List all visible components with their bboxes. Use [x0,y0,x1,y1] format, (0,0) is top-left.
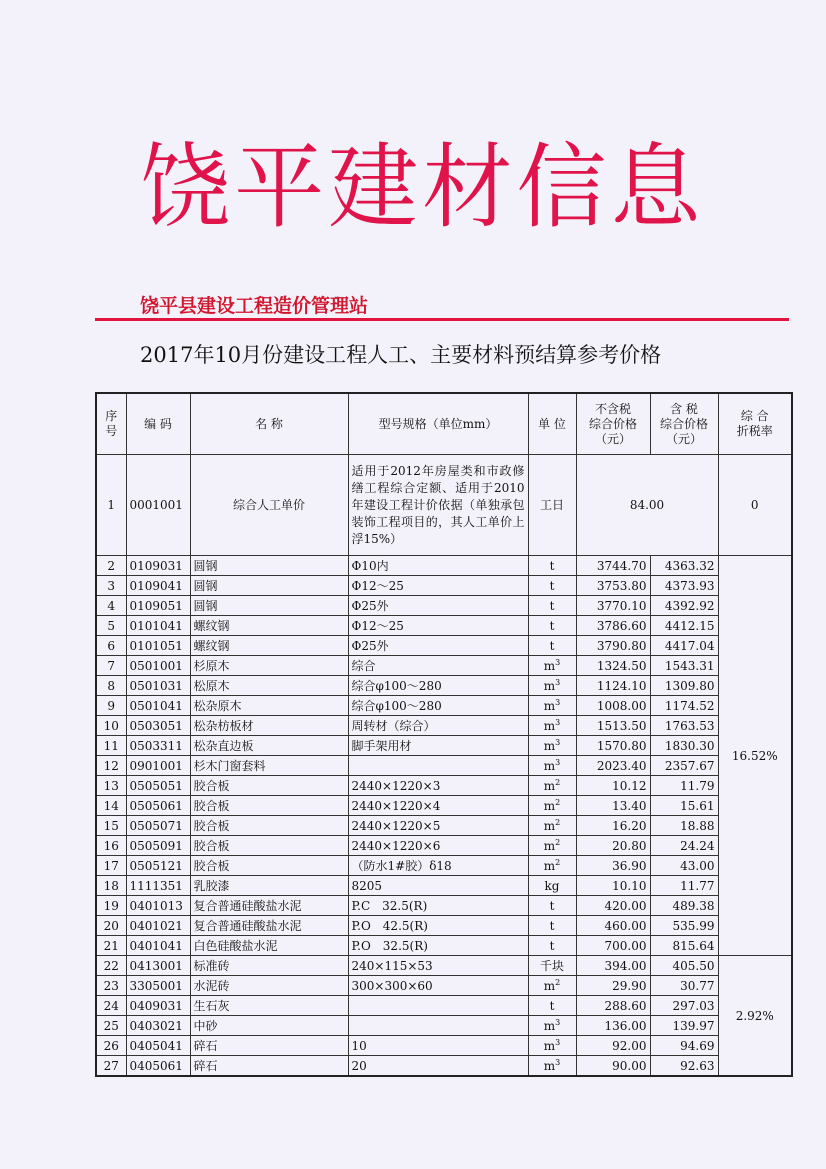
cell-code: 0101051 [126,636,190,656]
cell-code: 0401013 [126,896,190,916]
cell-price-inc-tax: 11.79 [650,776,718,796]
table-header-row [96,393,792,455]
cell-price-inc-tax: 24.24 [650,836,718,856]
unit-superscript: 3 [555,1057,561,1067]
cell-seq: 6 [96,636,126,656]
cell-price-inc-tax: 2357.67 [650,756,718,776]
cell-seq: 22 [96,956,126,976]
cell-price-ex-tax: 1513.50 [576,716,650,736]
cell-unit: t [528,596,576,616]
cell-code: 0501041 [126,696,190,716]
cell-unit: $m^3$ [528,736,576,756]
cell-unit: t [528,896,576,916]
header-seq: 序号 [96,393,126,455]
table-row [96,636,792,656]
cell-seq: 13 [96,776,126,796]
cell-name: 松原木 [190,676,348,696]
cell-seq: 16 [96,836,126,856]
cell-unit: $m^2$ [528,796,576,816]
cell-name: 胶合板 [190,856,348,876]
unit-superscript: 3 [555,737,561,747]
cell-price-inc-tax: 4392.92 [650,596,718,616]
cell-spec: 2440×1220×4 [348,796,528,816]
cell-seq: 15 [96,816,126,836]
cell-price-inc-tax: 1174.52 [650,696,718,716]
cell-code: 0413001 [126,956,190,976]
cell-code: 0001001 [126,455,190,556]
header-price-ex-tax-line3: （元） [594,431,631,446]
cell-code: 0505121 [126,856,190,876]
table-row [96,1036,792,1056]
cell-name: 胶合板 [190,776,348,796]
cell-price-ex-tax: 3753.80 [576,576,650,596]
header-price-inc-tax-line2: 综合价格 [659,416,708,431]
cell-price-ex-tax: 3770.10 [576,596,650,616]
cell-spec: 2440×1220×3 [348,776,528,796]
table-row [96,736,792,756]
cell-spec [348,1016,528,1036]
cell-price-ex-tax: 136.00 [576,1016,650,1036]
table-row [96,1016,792,1036]
cell-code: 0505091 [126,836,190,856]
cell-price-ex-tax: 1124.10 [576,676,650,696]
cell-unit: $m^3$ [528,696,576,716]
cell-group-rate: 2.92% [718,956,792,1077]
cell-spec: 适用于2012年房屋类和市政修缮工程综合定额、适用于2010年建设工程计价依据（单独承包装饰工程项目的，其人工单价上浮15%） [348,455,528,556]
cell-price-ex-tax: 36.90 [576,856,650,876]
unit-superscript: 3 [555,717,561,727]
cell-name: 综合人工单价 [190,455,348,556]
cell-price-ex-tax: 460.00 [576,916,650,936]
cell-price-inc-tax: 11.77 [650,876,718,896]
cell-spec: P.O 42.5(R) [348,916,528,936]
cell-spec: P.C 32.5(R) [348,896,528,916]
cell-unit: t [528,936,576,956]
cell-price-ex-tax: 3786.60 [576,616,650,636]
cell-unit: $m^3$ [528,756,576,776]
cell-price-ex-tax: 3790.80 [576,636,650,656]
cell-price-ex-tax: 1008.00 [576,696,650,716]
cell-seq: 5 [96,616,126,636]
header-price-inc-tax [650,393,718,455]
cell-spec: 300×300×60 [348,976,528,996]
cell-code: 1111351 [126,876,190,896]
unit-superscript: 3 [555,697,561,707]
cell-code: 0401021 [126,916,190,936]
cell-spec: 脚手架用材 [348,736,528,756]
cell-price-ex-tax: 29.90 [576,976,650,996]
price-table [95,392,793,1077]
header-price-ex-tax [576,393,650,455]
cell-price-ex-tax: 90.00 [576,1056,650,1077]
cell-spec: 综合φ100～280 [348,676,528,696]
cell-price-inc-tax: 30.77 [650,976,718,996]
cell-code: 0501001 [126,656,190,676]
cell-name: 复合普通硅酸盐水泥 [190,896,348,916]
cell-price-ex-tax: 1570.80 [576,736,650,756]
cell-unit: $m^3$ [528,1056,576,1077]
cell-seq: 2 [96,556,126,576]
cell-code: 0501031 [126,676,190,696]
cell-spec: Φ12～25 [348,576,528,596]
cell-spec: 周转材（综合） [348,716,528,736]
cell-price-ex-tax: 420.00 [576,896,650,916]
cell-unit: t [528,616,576,636]
cell-price-inc-tax: 405.50 [650,956,718,976]
unit-superscript: 2 [555,837,561,847]
cell-name: 胶合板 [190,816,348,836]
cell-name: 胶合板 [190,796,348,816]
cell-code: 0405061 [126,1056,190,1077]
cell-name: 杉原木 [190,656,348,676]
cell-unit: t [528,636,576,656]
cell-code: 0505071 [126,816,190,836]
cell-seq: 23 [96,976,126,996]
cell-spec: Φ12～25 [348,616,528,636]
cell-price-inc-tax: 1830.30 [650,736,718,756]
table-row [96,916,792,936]
cell-name: 生石灰 [190,996,348,1016]
cell-price-inc-tax: 92.63 [650,1056,718,1077]
table-row [96,1056,792,1077]
cell-price-ex-tax: 92.00 [576,1036,650,1056]
cell-name: 胶合板 [190,836,348,856]
header-unit: 单 位 [528,393,576,455]
table-row [96,556,792,576]
cell-seq: 21 [96,936,126,956]
cell-unit: $m^2$ [528,776,576,796]
table-row [96,896,792,916]
cell-code: 0109051 [126,596,190,616]
cell-unit: 工日 [528,455,576,556]
cell-price-inc-tax: 139.97 [650,1016,718,1036]
cell-code: 0901001 [126,756,190,776]
cell-code: 0101041 [126,616,190,636]
cell-name: 中砂 [190,1016,348,1036]
cell-unit: $m^2$ [528,976,576,996]
cell-price-inc-tax: 1309.80 [650,676,718,696]
cell-price-inc-tax: 489.38 [650,896,718,916]
table-row [96,936,792,956]
cell-price-inc-tax: 4373.93 [650,576,718,596]
cell-spec: 综合 [348,656,528,676]
cell-name: 圆钢 [190,556,348,576]
cell-price-ex-tax: 3744.70 [576,556,650,576]
cell-seq: 9 [96,696,126,716]
cell-price-ex-tax: 10.12 [576,776,650,796]
cell-price-inc-tax: 43.00 [650,856,718,876]
cell-price-ex-tax: 394.00 [576,956,650,976]
cell-unit: $m^3$ [528,716,576,736]
cell-price-ex-tax: 10.10 [576,876,650,896]
cell-spec: 20 [348,1056,528,1077]
unit-superscript: 3 [555,1017,561,1027]
unit-superscript: 3 [555,657,561,667]
table-row [96,696,792,716]
cell-name: 圆钢 [190,596,348,616]
cell-seq: 24 [96,996,126,1016]
cell-seq: 19 [96,896,126,916]
table-row [96,616,792,636]
cell-spec: P.O 32.5(R) [348,936,528,956]
cell-unit: $m^3$ [528,1036,576,1056]
cell-seq: 25 [96,1016,126,1036]
cell-seq: 8 [96,676,126,696]
unit-superscript: 3 [555,1037,561,1047]
table-row [96,876,792,896]
cell-unit: $m^3$ [528,656,576,676]
organization-name: 饶平县建设工程造价管理站 [140,295,369,317]
cell-price-ex-tax: 288.60 [576,996,650,1016]
header-price-ex-tax-line1: 不含税 [594,401,631,416]
table-row [96,816,792,836]
cell-spec: 10 [348,1036,528,1056]
cell-price-inc-tax: 15.61 [650,796,718,816]
cell-code: 0505051 [126,776,190,796]
cell-name: 乳胶漆 [190,876,348,896]
table-row [96,956,792,976]
cell-spec [348,756,528,776]
cell-price-inc-tax: 815.64 [650,936,718,956]
cell-seq: 12 [96,756,126,776]
cell-seq: 26 [96,1036,126,1056]
table-row [96,716,792,736]
cell-seq: 3 [96,576,126,596]
cell-code: 0109041 [126,576,190,596]
cell-spec: 8205 [348,876,528,896]
cell-spec: （防水1#胶）δ18 [348,856,528,876]
cell-unit: kg [528,876,576,896]
cell-name: 松杂原木 [190,696,348,716]
unit-superscript: 2 [555,797,561,807]
header-spec: 型号规格（单位mm） [348,393,528,455]
cell-price-inc-tax: 297.03 [650,996,718,1016]
cell-price-ex-tax: 2023.40 [576,756,650,776]
cell-unit: t [528,576,576,596]
cell-unit: t [528,556,576,576]
cell-name: 碎石 [190,1056,348,1077]
header-name: 名 称 [190,393,348,455]
cell-spec: 2440×1220×6 [348,836,528,856]
cell-unit: $m^3$ [528,1016,576,1036]
cell-name: 螺纹钢 [190,636,348,656]
cell-name: 松杂枋板材 [190,716,348,736]
unit-superscript: 2 [555,817,561,827]
table-row [96,756,792,776]
header-price-inc-tax-line3: （元） [665,431,702,446]
cell-spec [348,996,528,1016]
cell-price-inc-tax: 4417.04 [650,636,718,656]
table-row [96,676,792,696]
cell-unit: $m^2$ [528,816,576,836]
cell-price-ex-tax: 1324.50 [576,656,650,676]
table-row [96,656,792,676]
cell-price-merged: 84.00 [576,455,718,556]
cell-name: 标准砖 [190,956,348,976]
unit-superscript: 2 [555,857,561,867]
cell-spec: 240×115×53 [348,956,528,976]
cell-code: 0409031 [126,996,190,1016]
cell-name: 碎石 [190,1036,348,1056]
cell-price-ex-tax: 13.40 [576,796,650,816]
cell-code: 0401041 [126,936,190,956]
cell-seq: 7 [96,656,126,676]
cell-unit: t [528,996,576,1016]
cell-seq: 20 [96,916,126,936]
table-row [96,596,792,616]
table-row-labor [96,455,792,556]
cell-unit: 千块 [528,956,576,976]
cell-spec: 2440×1220×5 [348,816,528,836]
header-rate-line2: 折税率 [736,424,773,438]
table-row [96,856,792,876]
cell-price-inc-tax: 535.99 [650,916,718,936]
cell-seq: 27 [96,1056,126,1077]
cell-name: 螺纹钢 [190,616,348,636]
masthead-title: 饶平建材信息 [140,134,705,241]
cell-code: 0503051 [126,716,190,736]
table-row [96,776,792,796]
cell-code: 3305001 [126,976,190,996]
table-row [96,576,792,596]
cell-price-inc-tax: 18.88 [650,816,718,836]
cell-name: 圆钢 [190,576,348,596]
cell-group-rate: 16.52% [718,556,792,956]
cell-name: 松杂直边板 [190,736,348,756]
header-price-ex-tax-line2: 综合价格 [588,416,637,431]
cell-price-inc-tax: 4363.32 [650,556,718,576]
cell-price-ex-tax: 20.80 [576,836,650,856]
table-row [96,796,792,816]
cell-name: 白色硅酸盐水泥 [190,936,348,956]
cell-seq: 18 [96,876,126,896]
cell-price-inc-tax: 4412.15 [650,616,718,636]
cell-spec: Φ25外 [348,636,528,656]
cell-code: 0405041 [126,1036,190,1056]
cell-price-inc-tax: 94.69 [650,1036,718,1056]
cell-rate: 0 [718,455,792,556]
header-rate [718,393,792,455]
cell-name: 复合普通硅酸盐水泥 [190,916,348,936]
cell-unit: $m^3$ [528,676,576,696]
cell-price-inc-tax: 1763.53 [650,716,718,736]
unit-superscript: 2 [555,977,561,987]
header-price-inc-tax-line1: 含 税 [670,401,698,416]
cell-price-inc-tax: 1543.31 [650,656,718,676]
cell-spec: 综合φ100～280 [348,696,528,716]
table-row [96,976,792,996]
cell-code: 0505061 [126,796,190,816]
header-rate-line1: 综 合 [740,409,769,423]
cell-spec: Φ25外 [348,596,528,616]
cell-seq: 14 [96,796,126,816]
cell-name: 水泥砖 [190,976,348,996]
cell-price-ex-tax: 700.00 [576,936,650,956]
cell-seq: 10 [96,716,126,736]
header-code: 编 码 [126,393,190,455]
cell-code: 0503311 [126,736,190,756]
cell-seq: 1 [96,455,126,556]
cell-code: 0403021 [126,1016,190,1036]
header-rule [95,318,789,321]
cell-seq: 17 [96,856,126,876]
cell-unit: $m^2$ [528,856,576,876]
cell-seq: 4 [96,596,126,616]
unit-superscript: 3 [555,757,561,767]
cell-unit: $m^2$ [528,836,576,856]
cell-price-ex-tax: 16.20 [576,816,650,836]
unit-superscript: 3 [555,677,561,687]
cell-seq: 11 [96,736,126,756]
cell-code: 0109031 [126,556,190,576]
table-row [96,836,792,856]
cell-name: 杉木门窗套料 [190,756,348,776]
unit-superscript: 2 [555,777,561,787]
cell-spec: Φ10内 [348,556,528,576]
document-title: 2017年10月份建设工程人工、主要材料预结算参考价格 [140,343,662,367]
table-row [96,996,792,1016]
cell-unit: t [528,916,576,936]
